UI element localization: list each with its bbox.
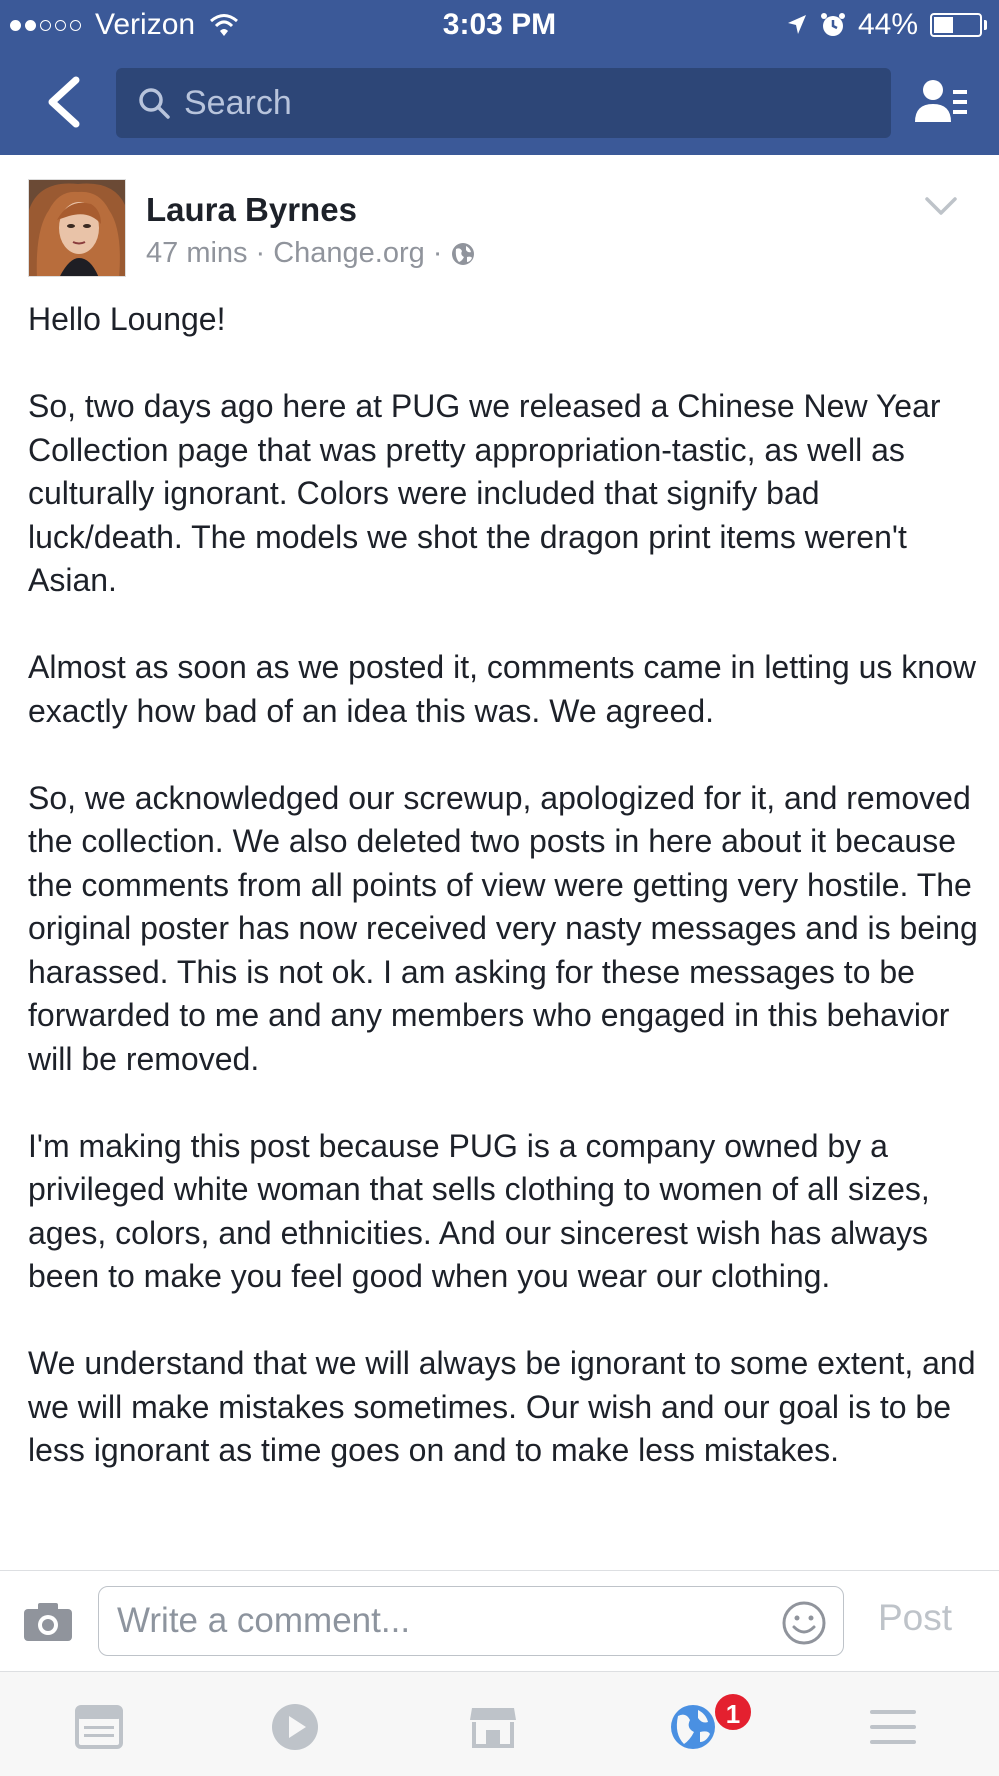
status-bar [0, 0, 999, 52]
author-name[interactable]: Laura Byrnes [146, 191, 357, 228]
camera-icon[interactable] [22, 1601, 74, 1643]
post-paragraph: We understand that we will always be ignorant to some extent, and we will make mistakes sometimes. Our wish and our goal is to be less ignorant as time goes on and to make less mistakes. [28, 1345, 976, 1468]
post-paragraph: Hello Lounge! [28, 301, 226, 337]
status-right [786, 8, 987, 42]
post-header [0, 155, 999, 285]
post-body [28, 298, 978, 1516]
notification-badge: 1 [713, 1692, 753, 1732]
comment-bar [0, 1570, 999, 1670]
post-meta [146, 237, 476, 270]
marketplace-icon[interactable] [468, 1702, 518, 1752]
location-arrow-icon [786, 13, 808, 37]
search-bar[interactable] [116, 68, 891, 138]
video-icon[interactable] [270, 1702, 320, 1752]
friend-requests-icon[interactable] [913, 76, 969, 128]
news-feed-icon[interactable] [74, 1702, 124, 1752]
search-input[interactable] [184, 84, 834, 123]
post-paragraph: So, two days ago here at PUG we released a Chinese New Year Collection page that was pretty appropriation-tastic, as well as culturally ignorant. Colors were included that signify bad luck/death. The models we shot the dragon print items weren't Asian. [28, 388, 941, 598]
globe-icon [450, 241, 476, 267]
post-paragraph: So, we acknowledged our screwup, apologized for it, and removed the collection. We also deleted two posts in here about it because the comments from all points of view were getting very hostile. The original poster has now received very nasty messages and is being harassed. This is not ok. I am asking for these messages to be forwarded to me and any members who engaged in this behavior will be removed. [28, 779, 978, 1077]
status-time: 3:03 PM [442, 8, 557, 41]
tab-bar [0, 1671, 999, 1776]
post-paragraph: I'm making this post because PUG is a company owned by a privileged white woman that sells clothing to women of all sizes, ages, colors, and ethnicities. And our sincerest wish has always been to make you feel good when you wear our clothing. [28, 1127, 930, 1294]
carrier-name: Verizon [95, 8, 196, 41]
avatar[interactable] [28, 179, 126, 277]
chevron-down-icon[interactable] [923, 195, 959, 219]
meta-separator: · [255, 237, 266, 269]
battery-fill [934, 17, 953, 33]
avatar-image [29, 180, 126, 277]
back-icon[interactable] [40, 74, 90, 130]
search-icon [136, 85, 172, 121]
meta-separator: · [432, 237, 443, 269]
battery-percent: 44% [857, 8, 918, 41]
comment-field[interactable] [98, 1586, 844, 1656]
post-time[interactable]: 47 mins [146, 237, 248, 269]
post-paragraph: Almost as soon as we posted it, comments came in letting us know exactly how bad of an idea this was. We agreed. [28, 649, 976, 729]
notifications-globe-icon[interactable] [668, 1702, 718, 1752]
emoji-icon[interactable] [781, 1600, 827, 1646]
post-comment-button[interactable]: Post [878, 1597, 953, 1638]
app-header [0, 0, 999, 155]
battery-icon [930, 13, 987, 37]
menu-icon[interactable] [868, 1702, 918, 1752]
post-via[interactable]: Change.org [273, 237, 425, 269]
nav-bar [0, 62, 999, 142]
alarm-clock-icon [820, 12, 846, 38]
comment-input[interactable] [117, 1601, 757, 1641]
